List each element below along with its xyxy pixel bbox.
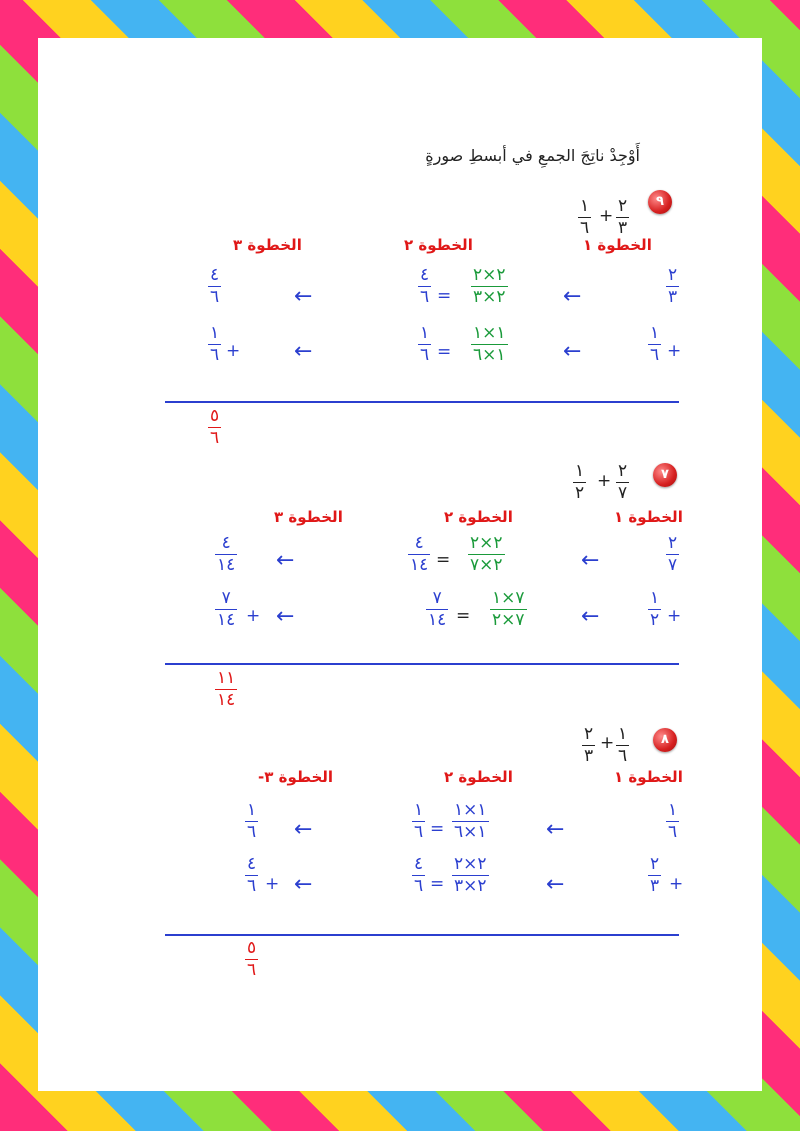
- arrow-icon: ←: [276, 604, 295, 629]
- original-fraction: ١ ٦: [650, 323, 660, 365]
- arrow-icon: ←: [546, 817, 565, 842]
- arrow-icon: ←: [581, 548, 600, 573]
- arrow-icon: ←: [294, 339, 313, 364]
- step-1-label: الخطوة ١: [583, 236, 652, 254]
- problem-number-badge: ٧: [653, 463, 677, 487]
- sum-line: [165, 934, 679, 936]
- plus-sign: +: [600, 733, 615, 753]
- multiplier-fraction: ٢×٢ ٢×٣: [473, 265, 506, 307]
- original-fraction: ٢ ٣: [668, 265, 678, 307]
- answer-fraction: ٥ ٦: [210, 406, 220, 448]
- problem-number-badge: ٨: [653, 728, 677, 752]
- plus-sign: +: [667, 341, 682, 361]
- step-2-label: الخطوة ٢: [444, 768, 513, 786]
- multiplier-fraction: ٧×١ ٧×٢: [492, 588, 525, 630]
- plus-sign: +: [669, 874, 684, 894]
- multiplier-fraction: ١×١ ١×٦: [473, 323, 506, 365]
- step-1-label: الخطوة ١: [614, 768, 683, 786]
- expr-fraction-right: ٢ ٧: [618, 461, 628, 503]
- equals-sign: =: [437, 286, 452, 306]
- expr-fraction-left: ١ ٢: [575, 461, 585, 503]
- equals-sign: =: [436, 550, 451, 570]
- expr-fraction-left: ١ ٦: [580, 196, 590, 238]
- arrow-icon: ←: [563, 284, 582, 309]
- equals-sign: =: [456, 606, 471, 626]
- step-1-label: الخطوة ١: [614, 508, 683, 526]
- multiplier-fraction: ٢×٢ ٢×٧: [470, 533, 503, 575]
- step3-fraction: ٤ ٦: [210, 265, 220, 307]
- arrow-icon: ←: [581, 604, 600, 629]
- step-3-label: الخطوة ٣: [274, 508, 343, 526]
- original-fraction: ٢ ٧: [668, 533, 678, 575]
- expr-fraction-right: ٢ ٣: [618, 196, 628, 238]
- sum-line: [165, 401, 679, 403]
- expr-fraction-left: ٢ ٣: [584, 724, 594, 766]
- original-fraction: ١ ٢: [650, 588, 660, 630]
- equivalent-fraction: ٤ ٦: [414, 854, 424, 896]
- plus-sign: +: [667, 606, 682, 626]
- arrow-icon: ←: [294, 817, 313, 842]
- step-3-label: الخطوة ٣: [233, 236, 302, 254]
- answer-fraction: ٥ ٦: [247, 938, 257, 980]
- equivalent-fraction: ٤ ١٤: [410, 533, 429, 575]
- equals-sign: =: [430, 819, 445, 839]
- arrow-icon: ←: [563, 339, 582, 364]
- arrow-icon: ←: [294, 284, 313, 309]
- answer-fraction: ١١ ١٤: [217, 668, 236, 710]
- multiplier-fraction: ١×١ ١×٦: [454, 800, 487, 842]
- equivalent-fraction: ٤ ٦: [420, 265, 430, 307]
- plus-sign: +: [597, 471, 612, 491]
- step3-fraction: ١ ٦: [247, 800, 257, 842]
- equals-sign: =: [430, 874, 445, 894]
- equivalent-fraction: ١ ٦: [420, 323, 430, 365]
- step3-fraction: ٤ ١٤: [217, 533, 236, 575]
- equivalent-fraction: ١ ٦: [414, 800, 424, 842]
- expr-fraction-right: ١ ٦: [618, 724, 628, 766]
- problem-number-badge: ٩: [648, 190, 672, 214]
- original-fraction: ٢ ٣: [650, 854, 660, 896]
- plus-sign: +: [226, 341, 241, 361]
- instruction-text: أَوْجِدْ ناتِجَ الجمعِ في أبسطِ صورةٍ: [425, 146, 640, 165]
- arrow-icon: ←: [546, 872, 565, 897]
- plus-sign: +: [246, 606, 261, 626]
- step3-fraction: ١ ٦: [210, 323, 220, 365]
- plus-sign: +: [599, 206, 614, 226]
- step3-fraction: ٤ ٦: [247, 854, 257, 896]
- arrow-icon: ←: [294, 872, 313, 897]
- step-2-label: الخطوة ٢: [404, 236, 473, 254]
- step-2-label: الخطوة ٢: [444, 508, 513, 526]
- step3-fraction: ٧ ١٤: [217, 588, 236, 630]
- sum-line: [165, 663, 679, 665]
- equivalent-fraction: ٧ ١٤: [428, 588, 447, 630]
- equals-sign: =: [437, 342, 452, 362]
- arrow-icon: ←: [276, 548, 295, 573]
- original-fraction: ١ ٦: [668, 800, 678, 842]
- plus-sign: +: [265, 874, 280, 894]
- multiplier-fraction: ٢×٢ ٢×٣: [454, 854, 487, 896]
- worksheet-page: [38, 38, 762, 1091]
- step-3-label: الخطوة ٣-: [258, 768, 334, 786]
